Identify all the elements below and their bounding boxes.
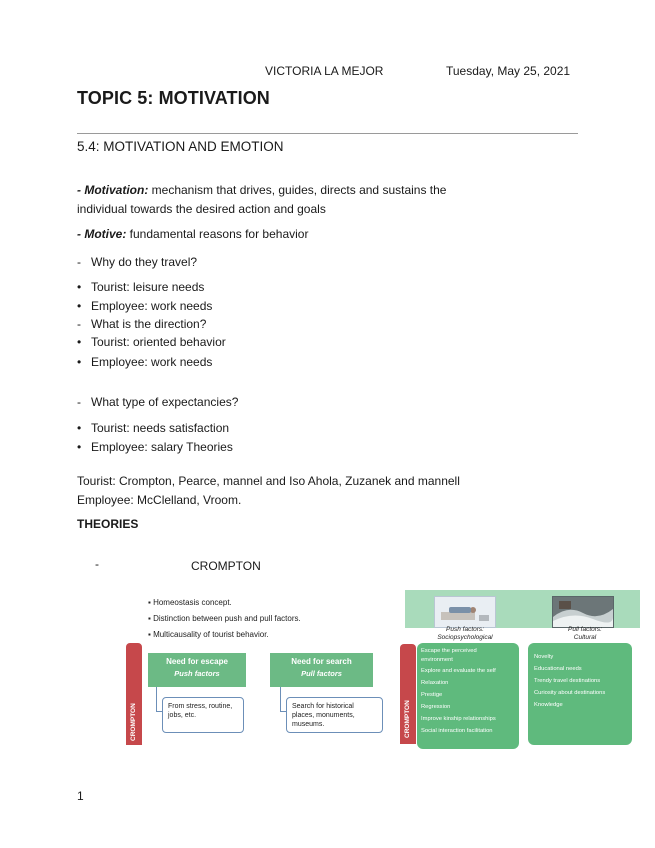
list-item: • Tourist: leisure needs xyxy=(77,280,205,294)
motive-text: fundamental reasons for behavior xyxy=(126,227,309,241)
pull-factor-item: Knowledge xyxy=(534,702,563,708)
wave-landscape-icon xyxy=(553,597,613,627)
pull-factors-column xyxy=(528,643,632,745)
push-factors-column xyxy=(417,643,519,749)
push-factors-caption: Push factors: Sociopsychological xyxy=(437,626,493,641)
push-factor-item: Social interaction facilitation xyxy=(421,728,493,734)
list-item: • Employee: work needs xyxy=(77,299,213,313)
search-detail-box: Search for historical places, monuments, museums. xyxy=(286,697,383,733)
list-item: • Employee: work needs xyxy=(77,355,213,369)
title-divider xyxy=(77,133,578,134)
list-item: - What type of expectancies? xyxy=(77,395,239,409)
motivation-definition xyxy=(77,181,577,219)
crompton-side-label-right: CROMPTON xyxy=(404,700,411,738)
escape-detail-box: From stress, routine, jobs, etc. xyxy=(162,697,244,733)
push-factor-item: Explore and evaluate the self xyxy=(421,668,496,674)
need-for-search-box: Need for search Pull factors xyxy=(270,653,373,687)
motive-definition xyxy=(77,225,308,244)
pull-factor-item: Novelty xyxy=(534,654,554,660)
pull-factors-caption: Pull factors: Cultural xyxy=(568,626,602,641)
list-item: • Tourist: needs satisfaction xyxy=(77,421,230,435)
pull-factors-photo xyxy=(552,596,614,628)
pull-factor-item: Trendy travel destinations xyxy=(534,678,601,684)
pull-factor-item: Educational needs xyxy=(534,666,582,672)
crompton-heading: CROMPTON xyxy=(191,559,261,573)
diagram-bullet: ▪ Multicausality of tourist behavior. xyxy=(148,630,269,639)
document-date: Tuesday, May 25, 2021 xyxy=(446,64,571,78)
section-subtitle: 5.4: MOTIVATION AND EMOTION xyxy=(77,139,284,154)
crompton-marker: - xyxy=(95,557,99,571)
need-for-escape-box: Need for escape Push factors xyxy=(148,653,246,687)
motivation-text-2: individual towards the desired action and goals xyxy=(77,202,326,216)
employee-authors: Employee: McClelland, Vroom. xyxy=(77,493,242,507)
page-number: 1 xyxy=(77,789,84,803)
crompton-side-label: CROMPTON xyxy=(130,703,137,741)
crompton-side-bar xyxy=(126,643,142,745)
push-factor-item: Improve kinship relationships xyxy=(421,716,496,722)
list-item: • Employee: salary Theories xyxy=(77,440,233,454)
list-item: - What is the direction? xyxy=(77,317,207,331)
motivation-term: - Motivation: xyxy=(77,183,149,197)
push-factor-item: Prestige xyxy=(421,692,443,698)
push-factor-item: Escape the perceived xyxy=(421,648,477,654)
theories-heading: THEORIES xyxy=(77,517,139,531)
crompton-side-bar-right xyxy=(400,644,416,744)
push-factors-photo xyxy=(434,596,496,628)
push-factor-item: environment xyxy=(421,657,453,663)
motive-term: - Motive: xyxy=(77,227,127,241)
relaxing-person-icon xyxy=(435,597,495,627)
author-name: VICTORIA LA MEJOR xyxy=(265,64,384,78)
pull-factor-item: Curiosity about destinations xyxy=(534,690,606,696)
list-item: • Tourist: oriented behavior xyxy=(77,335,226,349)
motivation-text-1: mechanism that drives, guides, directs and sustains the xyxy=(148,183,447,197)
push-factor-item: Relaxation xyxy=(421,680,449,686)
diagram-bullet: ▪ Homeostasis concept. xyxy=(148,598,232,607)
diagram-bullet: ▪ Distinction between push and pull factors. xyxy=(148,614,301,623)
push-factor-item: Regression xyxy=(421,704,451,710)
page-title: TOPIC 5: MOTIVATION xyxy=(77,88,270,108)
tourist-authors: Tourist: Crompton, Pearce, mannel and Iso Ahola, Zuzanek and mannell xyxy=(77,474,460,488)
list-item: - Why do they travel? xyxy=(77,255,198,269)
